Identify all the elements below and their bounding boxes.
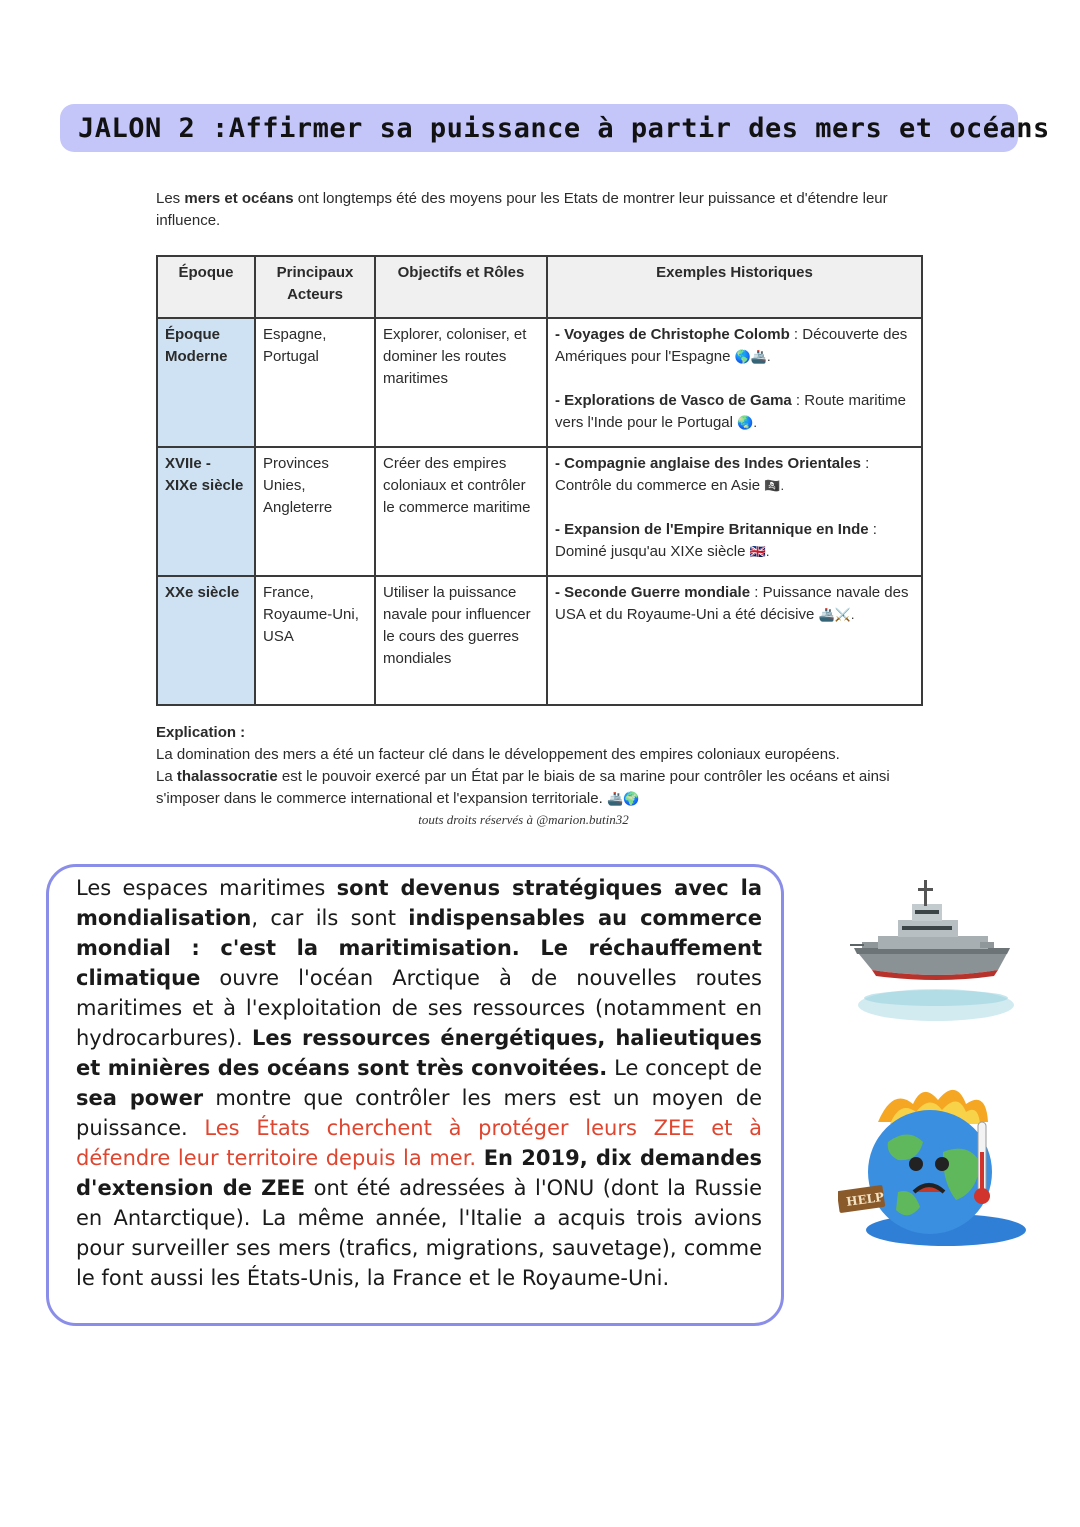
- example-text: : Dominé jusqu'au XIXe siècle: [555, 521, 877, 560]
- warship-illustration: [848, 870, 1018, 1035]
- actors-cell: Espagne, Portugal: [255, 318, 375, 447]
- epoch-cell: XVIIe - XIXe siècle: [157, 447, 255, 576]
- goals-cell: Utiliser la puissance navale pour influencer le cours des guerres mondiales: [375, 576, 547, 705]
- table-row: [157, 447, 922, 576]
- pirate-flag-icon: 🏴‍☠️.: [764, 478, 785, 493]
- summary-highlight: Les États cherchent à protéger leurs ZEE et à défendre leur territoire depuis la mer.: [76, 1116, 763, 1170]
- epoch-cell: XXe siècle: [157, 576, 255, 705]
- burning-earth-illustration: [838, 1082, 1028, 1252]
- summary-bold: En 2019, dix demandes d'extension de ZEE: [76, 1146, 762, 1200]
- examples-cell: [547, 576, 922, 705]
- example-item: [555, 453, 914, 497]
- example-bold: - Seconde Guerre mondiale: [555, 584, 751, 601]
- header-objectifs: Objectifs et Rôles: [375, 256, 547, 318]
- explication-line-1: La domination des mers a été un facteur clé dans le développement des empires coloniaux européens.: [156, 746, 840, 763]
- credit-line: touts droits réservés à @marion.butin32: [418, 812, 629, 827]
- summary-text: ouvre l'océan Arctique à de nouvelles routes maritimes et à l'exploitation de ses ressources (notamment en hydrocarbures).: [76, 966, 762, 1050]
- summary-text: [476, 1146, 484, 1170]
- example-item: [555, 582, 914, 626]
- explication-text: est le pouvoir exercé par un État par le biais de sa marine pour contrôler les océans et ainsi s'imposer dans le commerce international et l'expansion territoriale.: [156, 768, 890, 807]
- example-item: [555, 324, 914, 368]
- goals-cell: Explorer, coloniser, et dominer les routes maritimes: [375, 318, 547, 447]
- examples-cell: [547, 447, 922, 576]
- explication-block: [156, 722, 916, 810]
- header-epoque: Époque: [157, 256, 255, 318]
- summary-text: Le concept de: [607, 1056, 762, 1080]
- actors-cell: France, Royaume-Uni, USA: [255, 576, 375, 705]
- explication-bold: thalassocratie: [176, 768, 278, 785]
- example-bold: - Expansion de l'Empire Britannique en Inde: [555, 521, 869, 538]
- help-sign-text: HELP: [845, 1189, 885, 1210]
- ship-globe-icon: 🚢🌍: [606, 791, 640, 806]
- example-text: : Contrôle du commerce en Asie: [555, 455, 870, 494]
- table-row: [157, 576, 922, 705]
- uk-flag-icon: 🇬🇧.: [749, 544, 770, 559]
- example-bold: - Voyages de Christophe Colomb: [555, 326, 790, 343]
- intro-text: [156, 188, 916, 232]
- table-header-row: [157, 256, 922, 318]
- example-bold: - Explorations de Vasco de Gama: [555, 392, 792, 409]
- intro-text-end: ont longtemps été des moyens pour les Etats de montrer leur puissance et d'étendre leur influence.: [156, 190, 888, 229]
- header-exemples: Exemples Historiques: [547, 256, 922, 318]
- actors-cell: Provinces Unies, Angleterre: [255, 447, 375, 576]
- example-item: [555, 390, 914, 434]
- ship-swords-icon: 🚢⚔️.: [818, 607, 855, 622]
- summary-text: Les espaces maritimes: [76, 876, 337, 900]
- title-banner: [60, 104, 1050, 152]
- page-title: JALON 2 :Affirmer sa puissance à partir des mers et océans: [78, 112, 1050, 144]
- example-item: [555, 519, 914, 563]
- explication-text: La: [156, 768, 177, 785]
- summary-bold: indispensables au commerce mondial : c'est la maritimisation. Le réchauffement climatique: [76, 906, 763, 990]
- explication-heading: Explication :: [156, 724, 246, 741]
- header-acteurs: Principaux Acteurs: [255, 256, 375, 318]
- globe-icon: 🌏.: [737, 415, 757, 430]
- example-text: : Route maritime vers l'Inde pour le Portugal: [555, 392, 906, 431]
- history-table: [156, 255, 923, 706]
- intro-text-bold: mers et océans: [184, 190, 294, 207]
- globe-ship-icon: 🌎🚢.: [734, 349, 771, 364]
- example-text: : Puissance navale des USA et du Royaume-Uni a été décisive: [555, 584, 909, 623]
- summary-text: ont été adressées à l'ONU (dont la Russie en Antarctique). La même année, l'Italie a acquis trois avions pour surveiller ses mers (trafics, migrations, sauvetage), comme le font aussi les États-Unis, la France et le Royaume-Uni.: [76, 1176, 762, 1290]
- summary-bold: Les ressources énergétiques, halieutiques et minières des océans sont très convoitées.: [76, 1026, 762, 1080]
- summary-bold: sont devenus stratégiques avec la mondialisation: [76, 876, 762, 930]
- summary-text: montre que contrôler les mers est un moyen de puissance.: [76, 1086, 762, 1140]
- summary-bold: sea power: [76, 1086, 204, 1110]
- summary-paragraph: [76, 873, 762, 1293]
- intro-text-start: Les: [156, 190, 185, 207]
- explication-line-2: [156, 766, 916, 810]
- summary-text: , car ils sont: [251, 906, 409, 930]
- table-row: [157, 318, 922, 447]
- examples-cell: [547, 318, 922, 447]
- example-text: : Découverte des Amériques pour l'Espagne: [555, 326, 908, 365]
- summary-box: [46, 864, 784, 1326]
- example-bold: - Compagnie anglaise des Indes Orientales: [555, 455, 861, 472]
- epoch-cell: Époque Moderne: [157, 318, 255, 447]
- goals-cell: Créer des empires coloniaux et contrôler le commerce maritime: [375, 447, 547, 576]
